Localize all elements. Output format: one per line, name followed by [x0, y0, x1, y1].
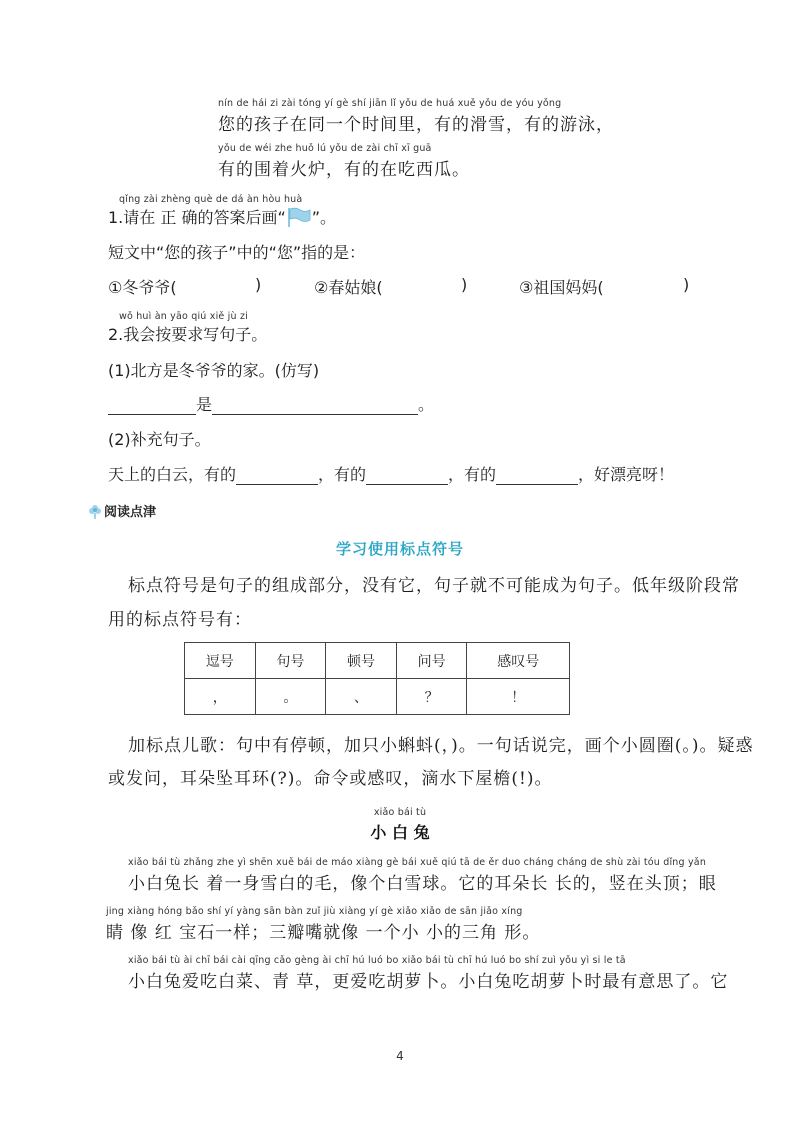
- table-header-cell: 感叹号: [467, 643, 570, 679]
- q1-prompt: 短文中“您的孩子”中的“您”指的是：: [108, 243, 366, 262]
- reading-tips-badge: 阅读点津: [104, 505, 157, 520]
- q2-sub2: (2)补充句子。: [108, 430, 211, 449]
- answer-blank[interactable]: [212, 398, 418, 415]
- page-number: 4: [396, 1049, 404, 1063]
- q2-sub2-part: ，有的: [318, 465, 367, 484]
- q1-title-suffix: ”。: [311, 208, 337, 227]
- q2-sub2-part: ，有的: [448, 465, 497, 484]
- table-header-cell: 顿号: [326, 643, 397, 679]
- table-header-row: [185, 643, 570, 679]
- table-cell: ！: [467, 679, 570, 715]
- table-cell: ？: [396, 679, 467, 715]
- q2-sub1-answer-line: [108, 392, 434, 415]
- q1-title: [108, 205, 336, 228]
- poem-line1: 您的孩子在同一个时间里，有的滑雪，有的游泳，: [218, 115, 614, 135]
- q2-sub2-part: 天上的白云，有的: [108, 465, 237, 484]
- q1-option-a-close: ): [255, 275, 262, 294]
- story-line1-pinyin: xiǎo bái tù zhǎng zhe yì shēn xuě bái de máo xiàng gè bái xuě qiú tā de ěr duo cháng cháng de shù zài tóu dǐng yǎn: [128, 857, 707, 868]
- q1-pinyin: qǐng zài zhèng què de dá àn hòu huà: [119, 194, 303, 205]
- table-header-cell: 问号: [396, 643, 467, 679]
- tips-para2-line1: 加标点儿歌：句中有停顿，加只小蝌蚪(，)。一句话说完，画个小圆圈(。)。疑惑: [128, 736, 754, 756]
- tips-para2-line2: 或发问，耳朵坠耳环(?)。命令或感叹，滴水下屋檐(!)。: [108, 769, 553, 789]
- answer-blank[interactable]: [366, 468, 448, 485]
- q1-option-b-close: ): [461, 275, 468, 294]
- tips-para1-line2: 用的标点符号有：: [108, 610, 252, 630]
- q1-option-a: ①冬爷爷(: [108, 278, 177, 297]
- table-cell: 。: [255, 679, 326, 715]
- story-line1: 小白兔长 着一身雪白的毛，像个白雪球。它的耳朵长 长的，竖在头顶；眼: [128, 874, 717, 894]
- story-line3-pinyin: xiǎo bái tù ài chī bái cài qīng cǎo gèng ài chī hú luó bo xiǎo bái tù chī hú luó bo shí zuì yǒu yì si le tā: [128, 955, 626, 966]
- answer-blank[interactable]: [236, 468, 318, 485]
- tips-para1-line1: 标点符号是句子的组成部分，没有它，句子就不可能成为句子。低年级阶段常: [128, 576, 740, 596]
- table-cell: 、: [326, 679, 397, 715]
- q2-title: 2.我会按要求写句子。: [108, 325, 268, 344]
- q2-sub1: (1)北方是冬爷爷的家。(仿写): [108, 361, 320, 380]
- q2-pinyin: wǒ huì àn yāo qiú xiě jù zi: [119, 311, 248, 322]
- poem-line1-pinyin: nín de hái zi zài tóng yí gè shí jiān lǐ yǒu de huá xuě yǒu de yóu yǒng: [218, 98, 562, 109]
- table-header-cell: 句号: [255, 643, 326, 679]
- q1-option-c: ③祖国妈妈(: [519, 278, 604, 297]
- punctuation-table: [184, 642, 570, 715]
- story-title: 小 白 兔: [370, 823, 430, 842]
- story-line2: 睛 像 红 宝石一样；三瓣嘴就像 一个小 小的三角 形。: [106, 923, 541, 943]
- reading-tips-header: [88, 501, 156, 523]
- flower-icon: [88, 503, 102, 523]
- q2-sub2-part: ，好漂亮呀！: [578, 465, 675, 484]
- section-title: 学习使用标点符号: [335, 540, 464, 558]
- table-header-cell: 逗号: [185, 643, 256, 679]
- q2-sub1-mid: 是: [196, 395, 213, 414]
- q2-sub1-end: 。: [418, 395, 435, 414]
- table-cell: ，: [185, 679, 256, 715]
- q2-sub2-sentence: [108, 462, 674, 485]
- poem-line2: 有的围着火炉，有的在吃西瓜。: [218, 160, 470, 180]
- answer-blank[interactable]: [496, 468, 578, 485]
- q1-option-b: ②春姑娘(: [314, 278, 383, 297]
- story-line2-pinyin: jing xiàng hóng bǎo shí yí yàng sān bàn zuǐ jiù xiàng yí gè xiǎo xiǎo de sān jiǎo xíng: [106, 906, 523, 917]
- q1-option-c-close: ): [683, 275, 690, 294]
- story-title-pinyin: xiǎo bái tù: [373, 807, 427, 818]
- answer-blank[interactable]: [108, 398, 196, 415]
- table-row: [185, 679, 570, 715]
- q1-title-prefix: 1.请在 正 确的答案后画“: [108, 208, 286, 227]
- story-line3: 小白兔爱吃白菜、青 草，更爱吃胡萝卜。小白兔吃胡萝卜时最有意思了。它: [128, 972, 729, 992]
- poem-line2-pinyin: yǒu de wéi zhe huǒ lú yǒu de zài chī xī guā: [218, 143, 432, 154]
- flag-icon: [286, 207, 312, 227]
